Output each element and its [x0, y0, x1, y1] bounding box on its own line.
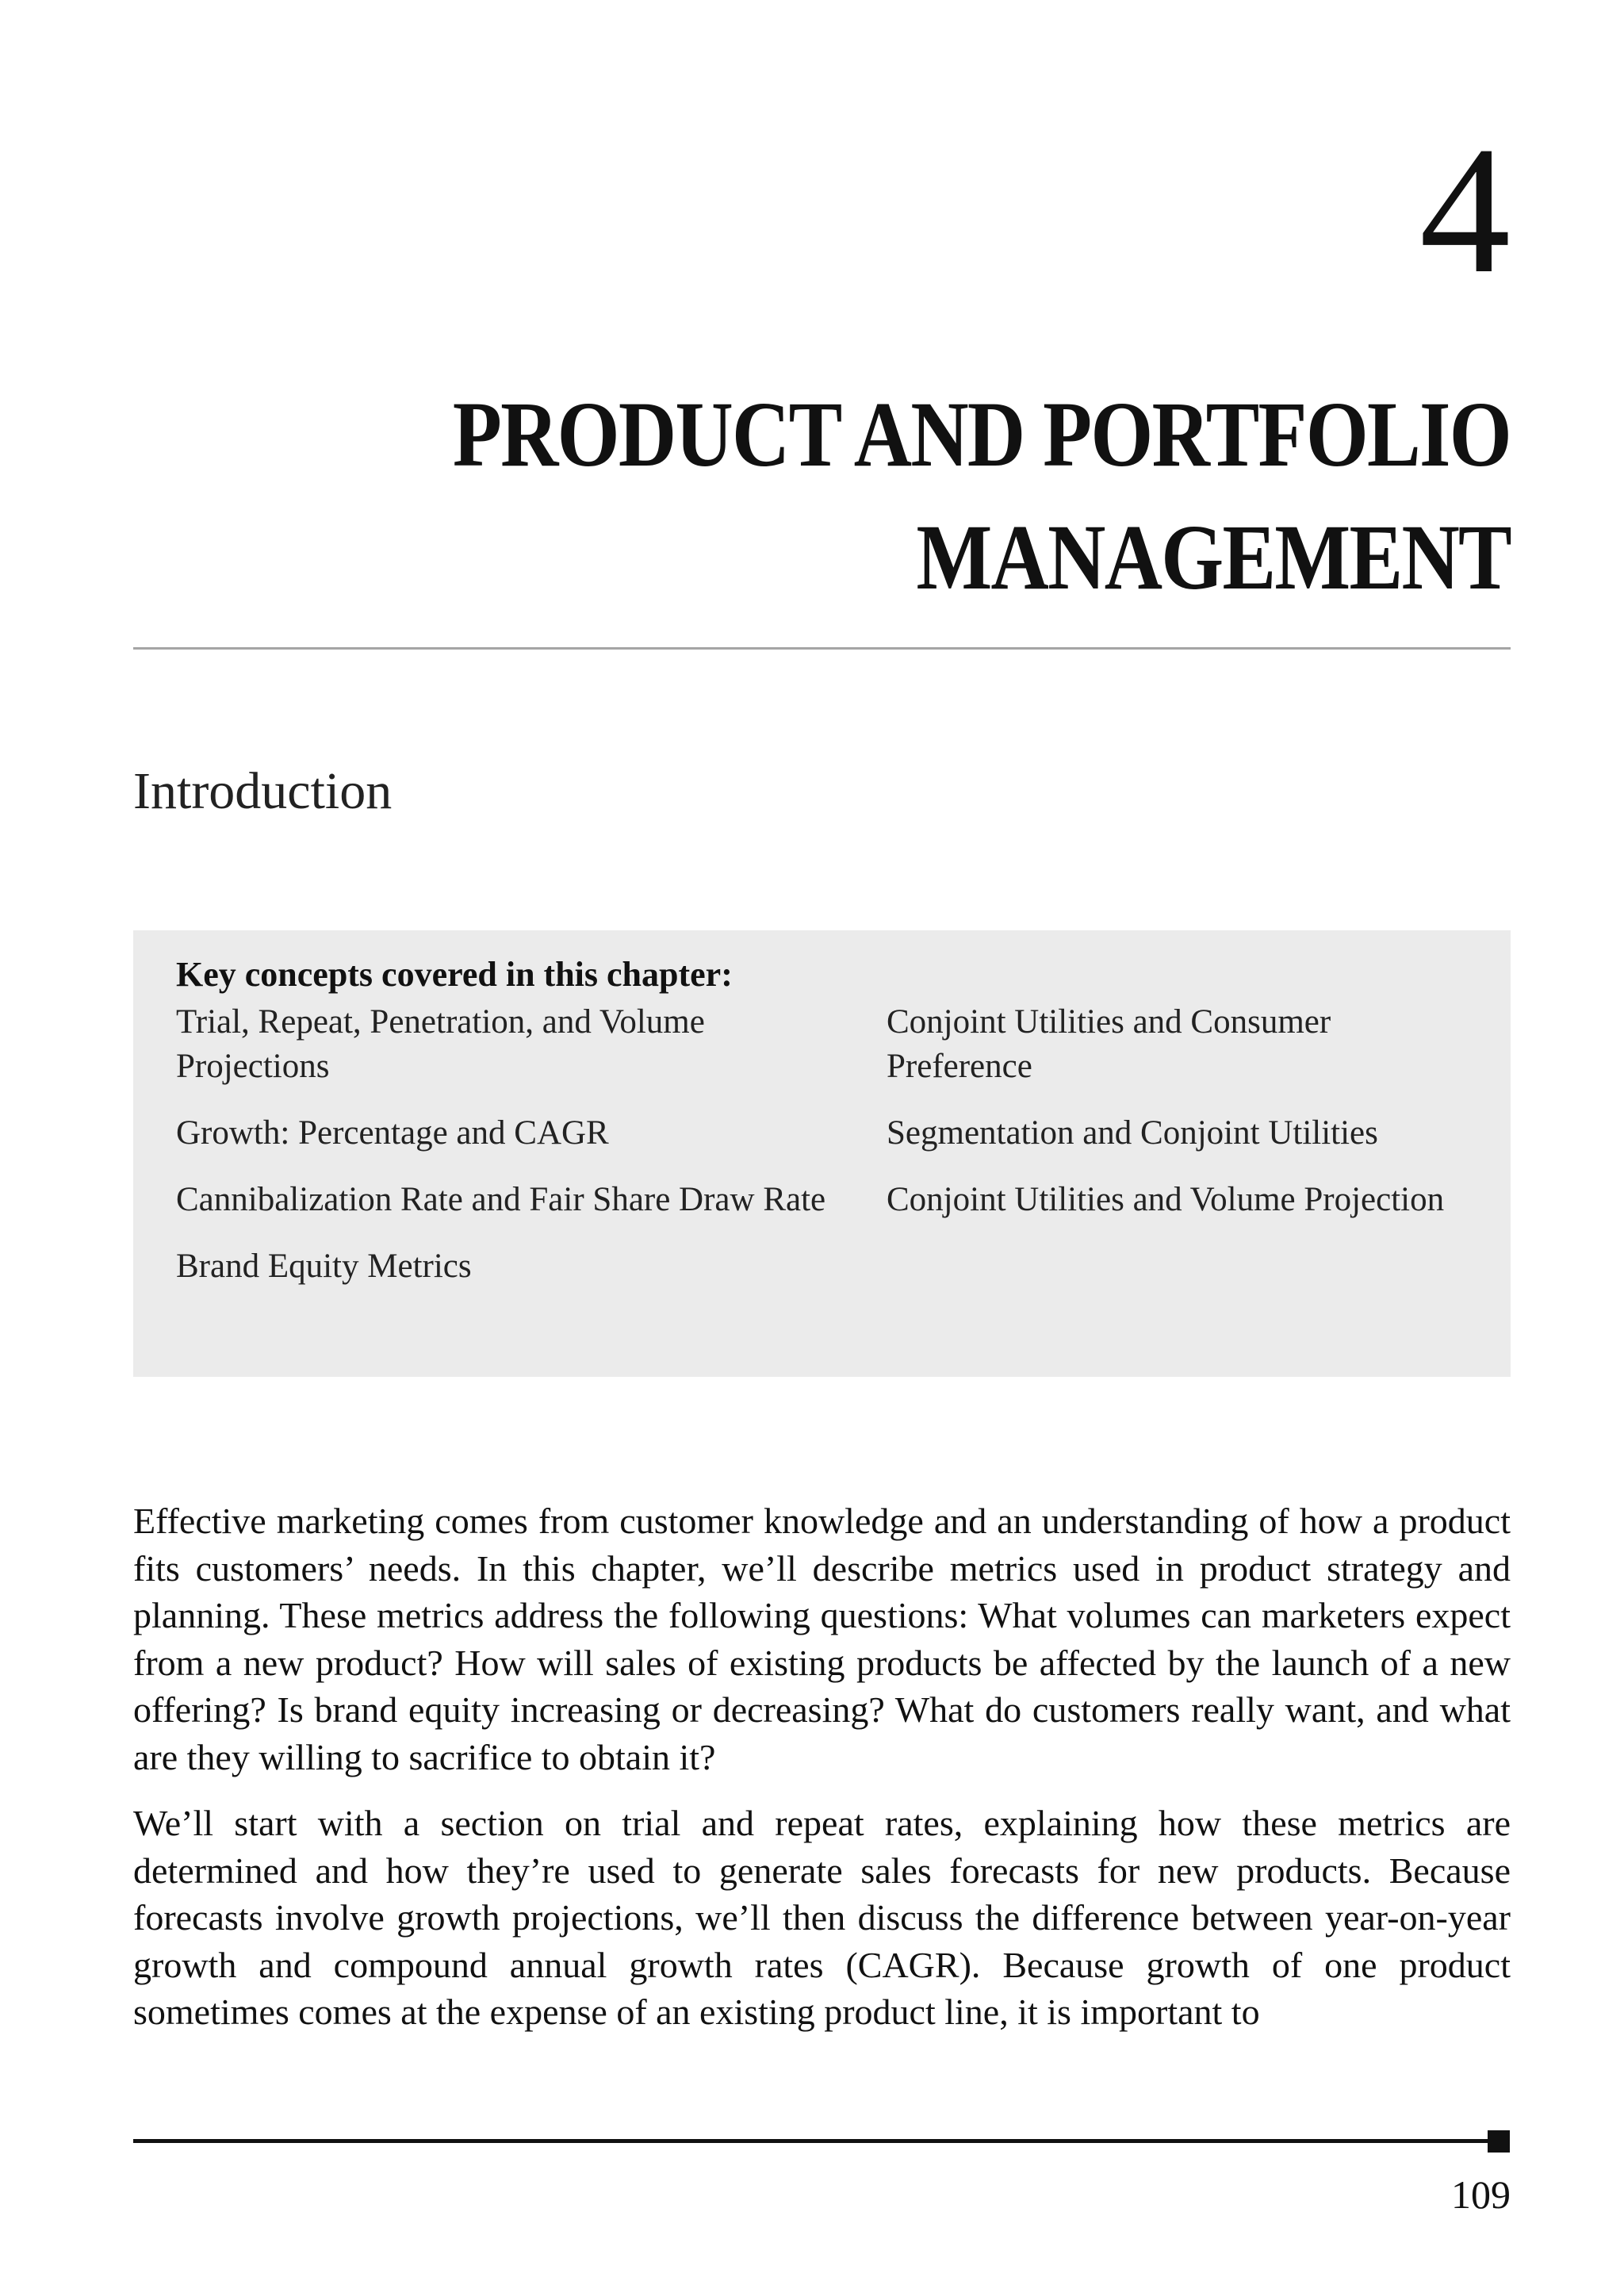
footer-rule	[133, 2139, 1497, 2143]
footer-square-marker	[1488, 2130, 1510, 2153]
chapter-title-line-2: MANAGEMENT	[916, 505, 1511, 609]
chapter-number: 4	[1419, 109, 1511, 311]
body-text	[133, 1497, 1511, 2055]
concept-item: Conjoint Utilities and Volume Projection	[887, 1181, 1445, 1218]
body-paragraph: Effective marketing comes from customer knowledge and an understanding of how a product fits customers’ needs. In this chapter, we’ll describe metrics used in product strategy and planning. These metrics address the following questions: What volumes can marketers expect from a new product? How will sales of existing products be affected by the launch of a new offering? Is brand equity increasing or decreasing? What do customers really want, and what are they willing to sacrifice to obtain it?	[133, 1501, 1511, 1777]
concept-item: Conjoint Utilities and Consumer Preference	[887, 1003, 1331, 1085]
concept-item: Growth: Percentage and CAGR	[176, 1114, 609, 1152]
concept-item: Segmentation and Conjoint Utilities	[887, 1114, 1378, 1152]
key-concepts-heading: Key concepts covered in this chapter:	[176, 955, 733, 994]
chapter-title	[419, 373, 1511, 619]
concept-item: Cannibalization Rate and Fair Share Draw Rate	[176, 1181, 826, 1218]
section-heading: Introduction	[133, 762, 393, 820]
page-number: 109	[1451, 2172, 1511, 2217]
concept-item: Trial, Repeat, Penetration, and Volume Projections	[176, 1003, 705, 1085]
title-divider	[133, 647, 1511, 650]
key-concepts-box	[133, 930, 1511, 1377]
key-concepts-right-column	[887, 1000, 1457, 1244]
chapter-title-line-1: PRODUCT AND PORTFOLIO	[452, 382, 1511, 486]
key-concepts-left-column	[176, 1000, 826, 1311]
concept-item: Brand Equity Metrics	[176, 1248, 472, 1285]
body-paragraph: We’ll start with a section on trial and repeat rates, explaining how these metrics are determined and how they’re used to generate sales forecasts for new products. Because forecasts involve growth projections, we’ll then discuss the difference between year-on-year growth and compound annual growth rates (CAGR). Because growth of one product sometimes comes at the expense of an existing product line, it is important to	[133, 1803, 1511, 2032]
